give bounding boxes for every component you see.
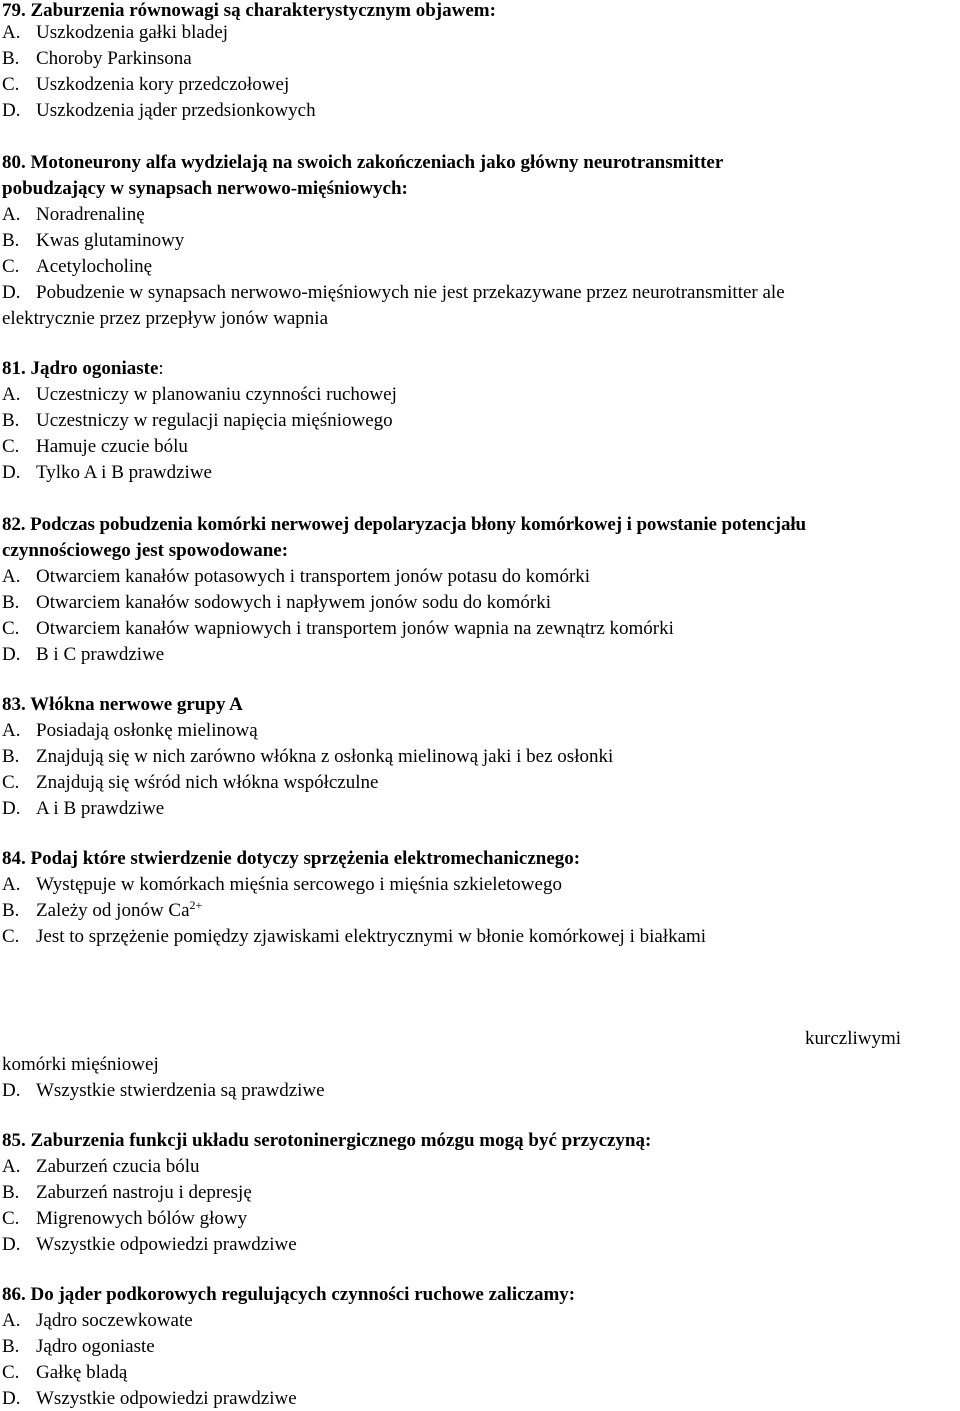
answer-label: A. (2, 384, 21, 405)
q82-answer-d (2, 644, 164, 666)
superscript-charge: 2+ (189, 898, 203, 912)
question-text: 81. Jądro ogoniaste (2, 358, 159, 379)
answer-label: A. (2, 566, 21, 587)
answer-label: A. (2, 874, 21, 895)
answer-label: C. (2, 256, 20, 277)
q81-answer-b (2, 410, 393, 432)
answer-label: B. (2, 900, 20, 921)
q83-answer-d (2, 798, 164, 820)
q84-answer-c (2, 926, 706, 948)
answer-label: A. (2, 1156, 21, 1177)
q84-answer-a (2, 874, 562, 896)
answer-text: Uczestniczy w regulacji napięcia mięśniowego (36, 410, 393, 431)
answer-label: B. (2, 1336, 20, 1357)
q81-answer-d (2, 462, 212, 484)
answer-text: Jest to sprzężenie pomiędzy zjawiskami elektrycznymi w błonie komórkowej i białkami (36, 926, 707, 947)
q80-answer-c (2, 256, 152, 278)
question-83-title: 83. Włókna nerwowe grupy A (2, 694, 243, 715)
answer-text: Noradrenalinę (36, 204, 145, 225)
question-text: Motoneurony alfa wydzielają na swoich zakończeniach jako główny neurotransmitter (30, 152, 724, 173)
answer-text: Choroby Parkinsona (36, 48, 192, 69)
q86-answer-a (2, 1310, 193, 1332)
q80-answer-b (2, 230, 184, 252)
answer-text: Tylko A i B prawdziwe (36, 462, 212, 483)
answer-text: Otwarciem kanałów wapniowych i transportem jonów wapnia na zewnątrz komórki (36, 618, 674, 639)
q86-answer-d (2, 1388, 297, 1410)
answer-text: A i B prawdziwe (36, 798, 165, 819)
q81-answer-c (2, 436, 188, 458)
question-82-title-line2: czynnościowego jest spowodowane: (2, 540, 289, 561)
q79-answer-b (2, 48, 192, 70)
answer-text: Pobudzenie w synapsach nerwowo-mięśniowych nie jest przekazywane przez neurotransmitter ale (36, 282, 785, 303)
answer-label: C. (2, 618, 20, 639)
answer-text: Migrenowych bólów głowy (36, 1208, 248, 1229)
answer-label: C. (2, 74, 20, 95)
q83-answer-b (2, 746, 613, 768)
answer-text: Acetylocholinę (36, 256, 153, 277)
answer-label: A. (2, 720, 21, 741)
answer-label: D. (2, 100, 21, 121)
answer-label: D. (2, 1080, 21, 1101)
answer-text: Kwas glutaminowy (36, 230, 185, 251)
answer-label: B. (2, 746, 20, 767)
answer-text: Zaburzeń czucia bólu (36, 1156, 200, 1177)
q83-answer-a (2, 720, 258, 742)
answer-label: D. (2, 282, 21, 303)
q82-answer-c (2, 618, 674, 640)
q85-answer-c (2, 1208, 247, 1230)
answer-text: Wszystkie odpowiedzi prawdziwe (36, 1234, 297, 1255)
question-79-title: 79. Zaburzenia równowagi są charakterystycznym objawem: (2, 0, 496, 21)
answer-text: Otwarciem kanałów sodowych i napływem jonów sodu do komórki (36, 592, 552, 613)
answer-label: B. (2, 410, 20, 431)
question-84-title: 84. Podaj które stwierdzenie dotyczy sprzężenia elektromechanicznego: (2, 848, 581, 869)
answer-text: Występuje w komórkach mięśnia sercowego i mięśnia szkieletowego (36, 874, 562, 895)
answer-label: D. (2, 1388, 21, 1409)
q81-answer-a (2, 384, 397, 406)
answer-text: B i C prawdziwe (36, 644, 165, 665)
answer-text: Znajdują się w nich zarówno włókna z osłonką mielinową jaki i bez osłonki (36, 746, 614, 767)
question-80-title-line2: pobudzający w synapsach nerwowo-mięśniowych: (2, 178, 408, 199)
answer-text: Zaburzeń nastroju i depresję (36, 1182, 252, 1203)
answer-label: D. (2, 798, 21, 819)
answer-text: Uszkodzenia kory przedczołowej (36, 74, 290, 95)
question-80-title (2, 152, 723, 174)
answer-label: C. (2, 1362, 20, 1383)
answer-label: A. (2, 1310, 21, 1331)
q86-answer-b (2, 1336, 155, 1358)
q85-answer-a (2, 1156, 200, 1178)
question-colon: : (158, 358, 164, 379)
q85-answer-b (2, 1182, 252, 1204)
answer-text: Jądro ogoniaste (36, 1336, 155, 1357)
answer-text: Hamuje czucie bólu (36, 436, 188, 457)
answer-text: Znajdują się wśród nich włókna współczulne (36, 772, 379, 793)
q79-answer-c (2, 74, 289, 96)
q82-answer-b (2, 592, 551, 614)
answer-text: Otwarciem kanałów potasowych i transportem jonów potasu do komórki (36, 566, 591, 587)
answer-label: D. (2, 462, 21, 483)
answer-label: B. (2, 230, 20, 251)
answer-label: B. (2, 1182, 20, 1203)
q84-answer-c-right-word: kurczliwymi (805, 1028, 902, 1049)
answer-label: A. (2, 204, 21, 225)
answer-text: Wszystkie odpowiedzi prawdziwe (36, 1388, 297, 1409)
q84-answer-c-continuation: komórki mięśniowej (2, 1054, 159, 1075)
answer-label: B. (2, 592, 20, 613)
q84-answer-d (2, 1080, 325, 1102)
question-85-title: 85. Zaburzenia funkcji układu serotoninergicznego mózgu mogą być przyczyną: (2, 1130, 652, 1151)
answer-label: C. (2, 436, 20, 457)
q80-answer-d-line2: elektrycznie przez przepływ jonów wapnia (2, 308, 329, 329)
q86-answer-c (2, 1362, 127, 1384)
answer-text: Jądro soczewkowate (36, 1310, 193, 1331)
answer-text: Posiadają osłonkę mielinową (36, 720, 258, 741)
question-86-title: 86. Do jąder podkorowych regulujących czynności ruchowe zaliczamy: (2, 1284, 576, 1305)
answer-text: Uczestniczy w planowaniu czynności ruchowej (36, 384, 397, 405)
q85-answer-d (2, 1234, 297, 1256)
q84-answer-b (2, 900, 202, 922)
q80-answer-a (2, 204, 145, 226)
answer-label: C. (2, 926, 20, 947)
question-number: 80. (2, 152, 26, 173)
q79-answer-d (2, 100, 316, 122)
answer-text: Gałkę bladą (36, 1362, 128, 1383)
answer-text: Uszkodzenia gałki bladej (36, 22, 229, 43)
answer-label: A. (2, 22, 21, 43)
question-82-title: 82. Podczas pobudzenia komórki nerwowej depolaryzacja błony komórkowej i powstanie potencjału (2, 514, 806, 535)
answer-label: D. (2, 644, 21, 665)
answer-label: C. (2, 1208, 20, 1229)
answer-label: D. (2, 1234, 21, 1255)
question-81-title (2, 358, 164, 380)
answer-text: Zależy od jonów Ca (36, 900, 190, 921)
answer-text: Wszystkie stwierdzenia są prawdziwe (36, 1080, 325, 1101)
q82-answer-a (2, 566, 590, 588)
q80-answer-d (2, 282, 785, 304)
q79-answer-a (2, 22, 228, 44)
q83-answer-c (2, 772, 378, 794)
answer-text: Uszkodzenia jąder przedsionkowych (36, 100, 316, 121)
answer-label: C. (2, 772, 20, 793)
answer-label: B. (2, 48, 20, 69)
